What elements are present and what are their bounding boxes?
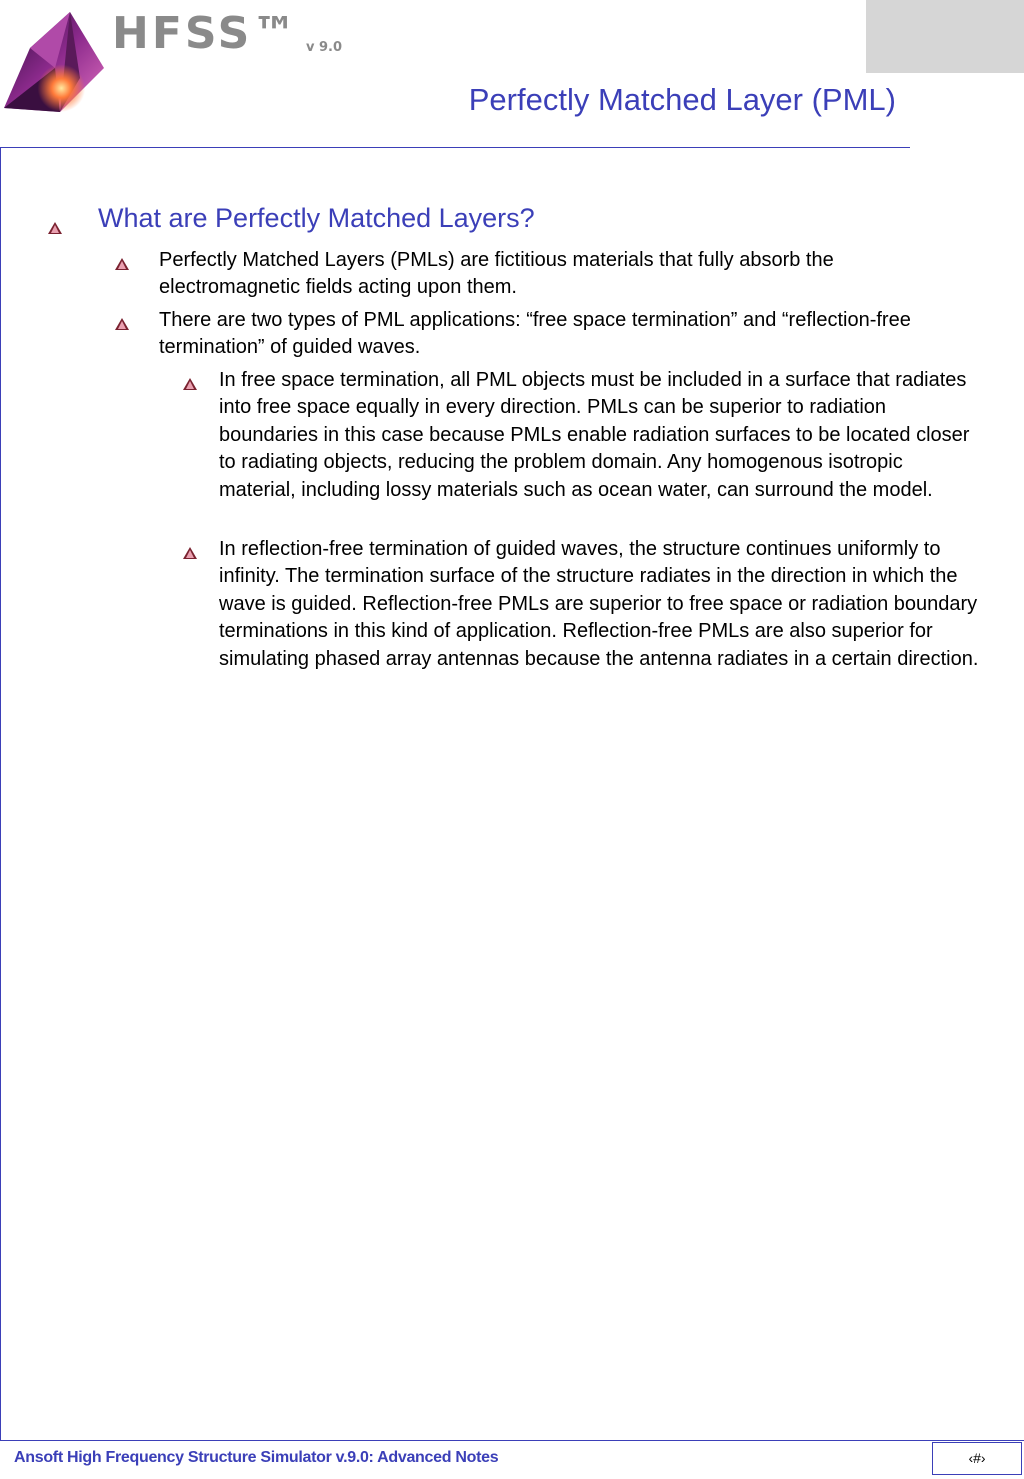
slide-title: Perfectly Matched Layer (PML) bbox=[468, 82, 896, 117]
bullet-icon bbox=[183, 378, 197, 390]
brand-name: HFSS™ bbox=[112, 8, 300, 59]
top-divider bbox=[0, 147, 910, 148]
footer-divider bbox=[0, 1440, 1024, 1441]
hfss-logo-icon bbox=[0, 8, 110, 116]
bullet-icon bbox=[183, 547, 197, 559]
sub-point-reflection-free: In reflection-free termination of guided waves, the structure continues uniformly to infinity. The termination surface of the structure radiates in the direction in which the wave is guided. Reflection-free PMLs are superior to free space or radiation boundary terminations in this kind of application. Reflection-free PMLs are also superior for simulating phased array antennas because the antenna radiates in a certain direction. bbox=[219, 538, 979, 670]
brand-version: v 9.0 bbox=[306, 40, 343, 55]
section-heading: What are Perfectly Matched Layers? bbox=[98, 203, 535, 233]
left-divider bbox=[0, 147, 1, 1441]
bullet-icon bbox=[115, 258, 129, 270]
bullet-point-2: There are two types of PML applications: “free space termination” and “reflection-free termination” of guided waves. bbox=[159, 309, 911, 359]
bullet-icon bbox=[115, 318, 129, 330]
bullet-point-1: Perfectly Matched Layers (PMLs) are fictitious materials that fully absorb the electromagnetic fields acting upon them. bbox=[159, 249, 834, 299]
page-number: ‹#› bbox=[932, 1442, 1022, 1475]
sub-point-free-space: In free space termination, all PML objects must be included in a surface that radiates into free space equally in every direction. PMLs can be superior to radiation boundaries in this case because PMLs enable radiation surfaces to be located closer to radiating objects, reducing the problem domain. Any homogenous isotropic material, including lossy materials such as ocean water, can surround the model. bbox=[219, 369, 970, 501]
footer-text: Ansoft High Frequency Structure Simulator v.9.0: Advanced Notes bbox=[14, 1449, 499, 1466]
bullet-icon bbox=[48, 222, 62, 234]
corner-box bbox=[866, 0, 1024, 73]
